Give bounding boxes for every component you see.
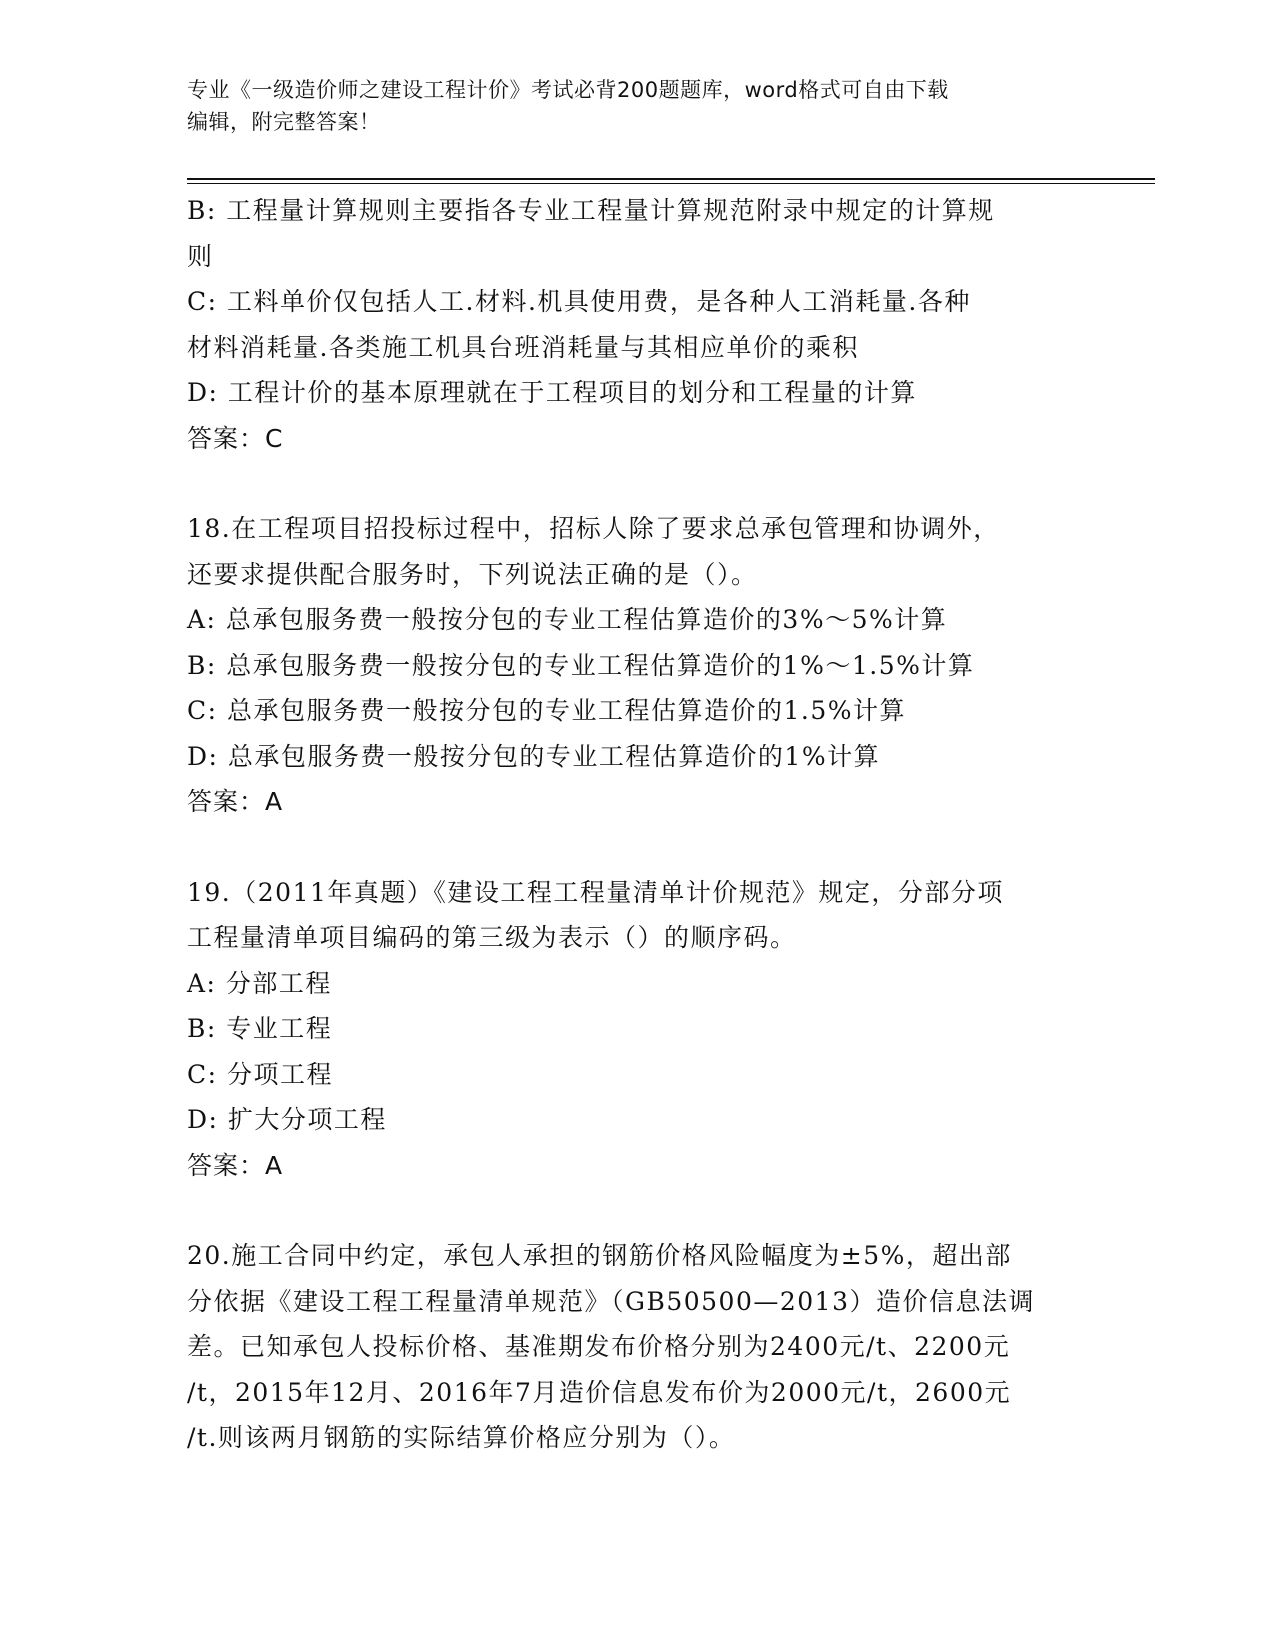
question-stem-line-5: /t.则该两月钢筋的实际结算价格应分别为（）。 [187, 1423, 736, 1452]
question-18 [187, 506, 1087, 825]
option-d: D: 总承包服务费一般按分包的专业工程估算造价的1%计算 [187, 741, 881, 771]
option-b-line-2: 则 [187, 241, 214, 271]
spacer [187, 825, 1087, 870]
document-header [187, 74, 1087, 138]
question-stem-line-1: 19.（2011年真题）《建设工程工程量清单计价规范》规定，分部分项 [187, 877, 1004, 907]
option-c: C: 总承包服务费一般按分包的专业工程估算造价的1.5%计算 [187, 696, 907, 725]
question-stem-line-2: 工程量清单项目编码的第三级为表示（）的顺序码。 [187, 923, 797, 952]
option-b: B: 总承包服务费一般按分包的专业工程估算造价的1%～1.5%计算 [187, 650, 975, 680]
answer-label: 答案：A [187, 1150, 284, 1180]
option-d: D: 工程计价的基本原理就在于工程项目的划分和工程量的计算 [187, 378, 917, 407]
question-19 [187, 870, 1087, 1189]
header-rule-thick [187, 178, 1155, 180]
option-b-line-1: B: 工程量计算规则主要指各专业工程量计算规范附录中规定的计算规 [187, 196, 995, 225]
question-20 [187, 1233, 1087, 1461]
option-c: C: 分项工程 [187, 1059, 333, 1089]
option-a: A: 总承包服务费一般按分包的专业工程估算造价的3%～5%计算 [187, 605, 948, 634]
question-stem-line-2: 分依据《建设工程工程量清单规范》（GB50500—2013）造价信息法调 [187, 1286, 1035, 1316]
spacer [187, 461, 1087, 506]
header-line-1: 专业《一级造价师之建设工程计价》考试必背200题题库，word格式可自由下载 [187, 78, 949, 102]
answer-label: 答案：C [187, 423, 284, 453]
option-d: D: 扩大分项工程 [187, 1105, 387, 1134]
header-line-2: 编辑，附完整答案！ [187, 110, 381, 134]
option-b: B: 专业工程 [187, 1014, 333, 1043]
question-stem-line-3: 差。已知承包人投标价格、基准期发布价格分别为2400元/t、2200元 [187, 1332, 1011, 1361]
option-c-line-1: C: 工料单价仅包括人工.材料.机具使用费，是各种人工消耗量.各种 [187, 287, 971, 316]
question-stem-line-2: 还要求提供配合服务时，下列说法正确的是（）。 [187, 559, 758, 589]
question-stem-line-4: /t，2015年12月、2016年7月造价信息发布价为2000元/t，2600元 [187, 1377, 1012, 1407]
question-stem-line-1: 20.施工合同中约定，承包人承担的钢筋价格风险幅度为±5%，超出部 [187, 1241, 1012, 1270]
question-stem-line-1: 18.在工程项目招投标过程中，招标人除了要求总承包管理和协调外， [187, 514, 1000, 543]
document-body [187, 188, 1087, 1461]
option-a: A: 分部工程 [187, 968, 332, 998]
answer-label: 答案：A [187, 787, 284, 816]
option-c-line-2: 材料消耗量.各类施工机具台班消耗量与其相应单价的乘积 [187, 332, 859, 362]
header-rule-thin [187, 183, 1155, 184]
spacer [187, 1188, 1087, 1233]
question-17-fragment [187, 188, 1087, 461]
